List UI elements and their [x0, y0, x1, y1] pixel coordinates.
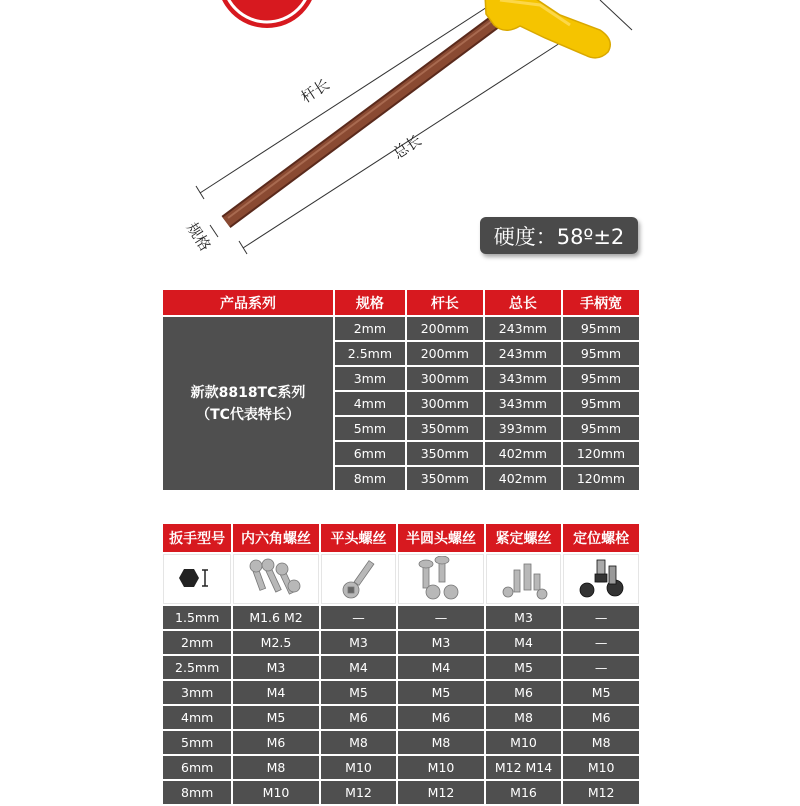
socket-cap-cell: M5 — [233, 706, 318, 729]
set-screw-cell: M10 — [486, 731, 562, 754]
shoulder-bolt-cell: M5 — [563, 681, 639, 704]
rod-length-cell: 200mm — [407, 317, 483, 340]
wrench-size-cell: 8mm — [163, 781, 231, 804]
screw-row — [163, 781, 639, 804]
handle-width-cell: 95mm — [563, 392, 639, 415]
button-head-cell: M8 — [398, 731, 483, 754]
spec-header-row — [163, 290, 639, 315]
set-screw-cell: M12 M14 — [486, 756, 562, 779]
flat-head-cell: M5 — [321, 681, 397, 704]
total-length-cell: 393mm — [485, 417, 561, 440]
wrench-size-cell: 4mm — [163, 706, 231, 729]
screw-row — [163, 606, 639, 629]
socket-cap-cell: M10 — [233, 781, 318, 804]
total-length-cell: 343mm — [485, 392, 561, 415]
screw-image-row — [163, 554, 639, 604]
rod-length-cell: 300mm — [407, 367, 483, 390]
button-head-cell: M4 — [398, 656, 483, 679]
screw-table-body — [163, 606, 639, 804]
header-shoulder-bolt: 定位螺栓 — [563, 524, 639, 552]
rod-length-cell: 350mm — [407, 417, 483, 440]
shoulder-bolt-cell: M6 — [563, 706, 639, 729]
flat-head-cell: M8 — [321, 731, 397, 754]
set-screw-cell: M5 — [486, 656, 562, 679]
flat-head-cell: M6 — [321, 706, 397, 729]
wrench-size-cell: 1.5mm — [163, 606, 231, 629]
flat-head-cell: M3 — [321, 631, 397, 654]
header-total-length: 总长 — [485, 290, 561, 315]
set-screw-cell: M4 — [486, 631, 562, 654]
shoulder-bolt-cell: — — [563, 656, 639, 679]
handle-width-cell: 95mm — [563, 317, 639, 340]
size-cell: 2.5mm — [335, 342, 405, 365]
series-note: （TC代表特长） — [196, 406, 300, 423]
header-handle-width: 手柄宽 — [563, 290, 639, 315]
screw-row — [163, 681, 639, 704]
total-length-cell: 402mm — [485, 442, 561, 465]
socket-cap-screw-icon — [233, 554, 318, 604]
size-cell: 3mm — [335, 367, 405, 390]
wrench-size-cell: 5mm — [163, 731, 231, 754]
shoulder-bolt-cell: M8 — [563, 731, 639, 754]
handle-width-cell: 95mm — [563, 367, 639, 390]
button-head-cell: — — [398, 606, 483, 629]
size-cell: 4mm — [335, 392, 405, 415]
button-head-cell: M12 — [398, 781, 483, 804]
set-screw-cell: M3 — [486, 606, 562, 629]
total-length-cell: 402mm — [485, 467, 561, 490]
specification-table — [161, 288, 641, 492]
total-length-cell: 243mm — [485, 317, 561, 340]
button-head-cell: M5 — [398, 681, 483, 704]
screw-row — [163, 731, 639, 754]
shoulder-bolt-icon — [563, 554, 639, 604]
shoulder-bolt-cell: M10 — [563, 756, 639, 779]
set-screw-cell: M8 — [486, 706, 562, 729]
spec-label: 规格 — [182, 219, 215, 255]
hex-rod — [226, 18, 500, 222]
header-flat-head-screw: 平头螺丝 — [321, 524, 397, 552]
socket-cap-cell: M1.6 M2 — [233, 606, 318, 629]
flat-head-screw-icon — [321, 554, 397, 604]
flat-head-cell: M10 — [321, 756, 397, 779]
total-length-cell: 243mm — [485, 342, 561, 365]
product-series-cell — [163, 317, 333, 490]
wrench-size-cell: 3mm — [163, 681, 231, 704]
shoulder-bolt-cell: — — [563, 606, 639, 629]
header-wrench-model: 扳手型号 — [163, 524, 231, 552]
button-head-screw-icon — [398, 554, 483, 604]
hex-key-icon — [163, 554, 231, 604]
header-size: 规格 — [335, 290, 405, 315]
flat-head-cell: M4 — [321, 656, 397, 679]
header-rod-length: 杆长 — [407, 290, 483, 315]
screw-row — [163, 656, 639, 679]
handle-width-cell: 120mm — [563, 467, 639, 490]
header-set-screw: 紧定螺丝 — [486, 524, 562, 552]
spec-row — [163, 317, 639, 340]
wrench-size-cell: 6mm — [163, 756, 231, 779]
size-cell: 8mm — [335, 467, 405, 490]
series-name: 新款8818TC系列 — [190, 384, 306, 401]
rod-length-cell: 350mm — [407, 467, 483, 490]
button-head-cell: M6 — [398, 706, 483, 729]
size-cell: 6mm — [335, 442, 405, 465]
shoulder-bolt-cell: — — [563, 631, 639, 654]
handle-width-cell: 95mm — [563, 342, 639, 365]
wrench-size-cell: 2mm — [163, 631, 231, 654]
socket-cap-cell: M4 — [233, 681, 318, 704]
rod-length-cell: 350mm — [407, 442, 483, 465]
rod-length-cell: 300mm — [407, 392, 483, 415]
header-socket-cap-screw: 内六角螺丝 — [233, 524, 318, 552]
rod-length-cell: 200mm — [407, 342, 483, 365]
shoulder-bolt-cell: M12 — [563, 781, 639, 804]
button-head-cell: M3 — [398, 631, 483, 654]
socket-cap-cell: M2.5 — [233, 631, 318, 654]
screw-row — [163, 706, 639, 729]
header-product-series: 产品系列 — [163, 290, 333, 315]
rod-length-label: 杆长 — [297, 75, 333, 107]
product-illustration — [0, 0, 800, 275]
screw-compatibility-table — [161, 522, 641, 806]
size-cell: 2mm — [335, 317, 405, 340]
set-screw-cell: M6 — [486, 681, 562, 704]
header-button-head-screw: 半圆头螺丝 — [398, 524, 483, 552]
total-length-cell: 343mm — [485, 367, 561, 390]
spec-table-body — [163, 317, 639, 490]
screw-row — [163, 631, 639, 654]
button-head-cell: M10 — [398, 756, 483, 779]
size-cell: 5mm — [335, 417, 405, 440]
wrench-size-cell: 2.5mm — [163, 656, 231, 679]
set-screw-icon — [486, 554, 562, 604]
socket-cap-cell: M8 — [233, 756, 318, 779]
total-length-label: 总长 — [389, 131, 425, 163]
screw-header-row — [163, 524, 639, 552]
socket-cap-cell: M6 — [233, 731, 318, 754]
set-screw-cell: M16 — [486, 781, 562, 804]
hardness-badge: 硬度：58º±2 — [480, 217, 638, 254]
screw-row — [163, 756, 639, 779]
handle-width-cell: 120mm — [563, 442, 639, 465]
rod-length-line — [200, 0, 498, 193]
flat-head-cell: — — [321, 606, 397, 629]
handle-width-cell: 95mm — [563, 417, 639, 440]
flat-head-cell: M12 — [321, 781, 397, 804]
socket-cap-cell: M3 — [233, 656, 318, 679]
